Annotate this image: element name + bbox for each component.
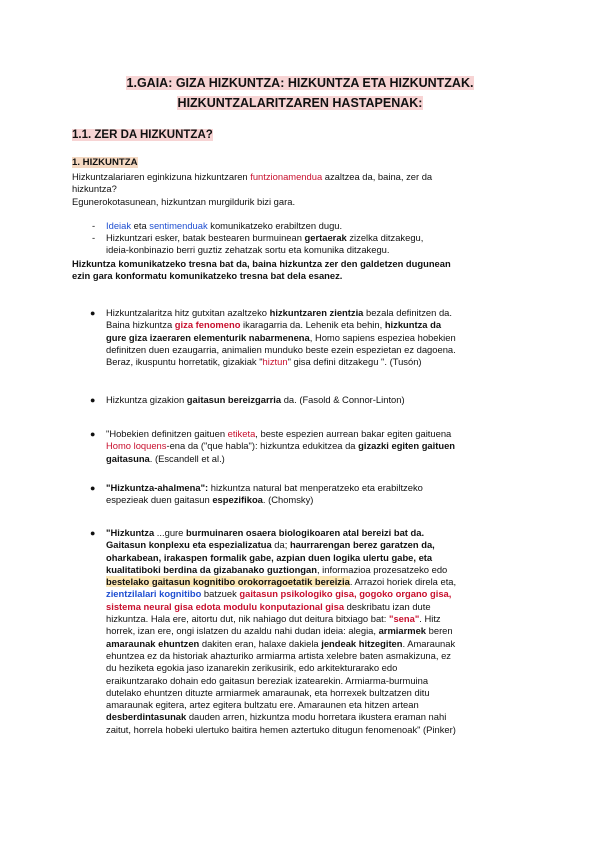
dash-item-2: Hizkuntzari esker, batak bestearen burmuinean gertaerak zizelka ditzakegu, ideia-konbinazio berri guztiz zehatzak sortu eta komunika ditzakegu. <box>106 232 424 256</box>
bullet-item-3: "Hobekien definitzen gaituen etiketa, beste espezien aurrean bakar egiten gaituena Homo loquens-ena da ("que habla"): hizkuntza edukitzea da gizazki egiten gaituen gaitasuna. (Escandell et al.) <box>106 428 456 464</box>
bold-paragraph: Hizkuntza komunikatzeko tresna bat da, baina hizkuntza zer den galdetzen dugunean ezin gara konformatu komunikatzeko tresna bat dela esanez. <box>72 258 451 282</box>
bullet-icon: ● <box>90 528 96 538</box>
dash-item-1: Ideiak eta sentimenduak komunikatzeko erabiltzen dugu. <box>106 220 343 231</box>
intro-paragraph: Hizkuntzalariaren eginkizuna hizkuntzaren funtzionamendua azaltzea da, baina, zer da hizkuntza? Egunerokotasunean, hizkuntzan murgildurik bizi gara. <box>72 171 433 207</box>
bullet-item-5: "Hizkuntza ...gure burmuinaren osaera biologikoaren atal bereizi bat da. Gaitasun konplexu eta espezializatua da; haurrarengan berez garatzen da, oharkabean, irakaspen formalik gabe, azpian duen logika ulertu gabe, eta kualitatiboki berdina da gizabanako guztiongan, informazioa prozesatzeko edo bestelako gaitasun kognitibo orokorragoetatik bereizia. Arrazoi horiek direla eta, zientzilalari kognitibo batzuek gaitasun psikologiko gisa, gogoko organo gisa, sistema neural gisa edota modulu konputazional gisa deskribatu izan dute hizkuntza. Hala ere, aitortu dut, nik nahiago dut deitura bitxiago bat: "sena". Hitz horrek, izan ere, ongi islatzen du azaldu nahi dudan ideia: alegia, armiarmek beren amaraunak ehuntzen dakiten eran, halaxe dakiela jendeak hitzegiten. Amaraunak ehuntzea ez da historiak ahazturiko armiarma artista xelebre baten asmakizuna, ez du heziketa egokia jaso izanarekin zerikusirik, edo arkitekturarako edo eraikuntzarako dohain edo gaitasun bereziak izatearekin. Armiarma-burmuina dutelako ehuntzen dituzte armiarmek amaraunak, eta horrexek bultzatzen ditu amaraunak egitera, artez egitera bultzatu ere. Amaraunen eta hitzen artean desberdintasunak dauden arren, hizkuntza modu horretara ikustera eraman nahi zaitut, horrela hobeki ulertuko baitira hemen aztertuko ditugun fenomenoak" (Pinker) <box>106 527 457 735</box>
document-title <box>0 73 600 113</box>
bullet-icon: ● <box>90 395 96 405</box>
bullet-item-2: Hizkuntza gizakion gaitasun bereizgarria da. (Fasold & Connor-Linton) <box>106 394 405 405</box>
title-line-1: 1.GAIA: GIZA HIZKUNTZA: HIZKUNTZA ETA HIZKUNTZAK. <box>126 76 474 90</box>
bullet-icon: ● <box>90 483 96 493</box>
bullet-icon: ● <box>90 429 96 439</box>
section-heading: 1.1. ZER DA HIZKUNTZA? <box>72 129 213 141</box>
dash-marker: - <box>92 220 96 231</box>
bullet-icon: ● <box>90 308 96 318</box>
bullet-item-1: Hizkuntzalaritza hitz gutxitan azaltzeko hizkuntzaren zientzia bezala definitzen da. Baina hizkuntza giza fenomeno ikaragarria da. Lehenik eta behin, hizkuntza da gure giza izaeraren elementurik nabarmenena, Homo sapiens espeziea hobekien definitzen duen ezaugarria, animalien munduko beste ezein espezietan ez dagoena. Beraz, ikuspuntu horretatik, gizakiak "hiztun" gisa defini ditzakegu ". (Tusón) <box>106 307 456 368</box>
bullet-item-4: "Hizkuntza-ahalmena": hizkuntza natural bat menperatzeko eta erabiltzeko espezieak duen gaitasun espezifikoa. (Chomsky) <box>106 482 423 506</box>
dash-marker: - <box>92 232 96 243</box>
title-line-2: HIZKUNTZALARITZAREN HASTAPENAK: <box>177 96 423 110</box>
subsection-heading: 1. HIZKUNTZA <box>72 157 138 168</box>
